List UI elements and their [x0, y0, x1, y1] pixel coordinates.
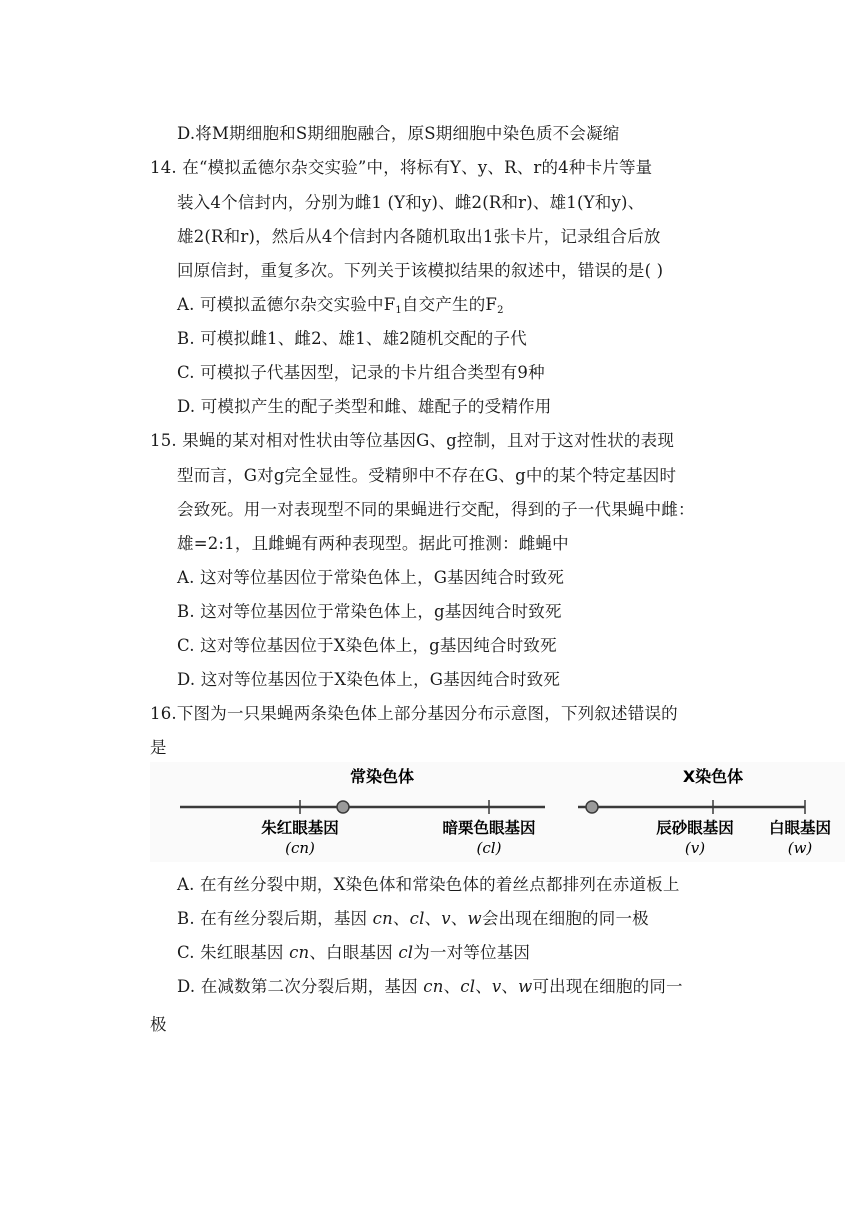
q15-option-a: A. 这对等位基因位于常染色体上，G基因纯合时致死: [177, 568, 565, 587]
q15-option-c: C. 这对等位基因位于X染色体上，g基因纯合时致死: [177, 636, 557, 655]
q16-stem-line-1: 16.下图为一只果蝇两条染色体上部分基因分布示意图，下列叙述错误的: [150, 704, 678, 723]
x-centromere: [586, 801, 598, 813]
gene-symbol-v: (v): [684, 839, 706, 857]
autosome-title: 常染色体: [349, 767, 415, 786]
q14-option-d: D. 可模拟产生的配子类型和雌、雄配子的受精作用: [177, 397, 552, 416]
gene-label-cn: 朱红眼基因: [261, 819, 339, 837]
q14-option-b: B. 可模拟雌1、雌2、雄1、雄2随机交配的子代: [177, 329, 527, 348]
q15-option-b: B. 这对等位基因位于常染色体上，g基因纯合时致死: [177, 602, 562, 621]
q14-stem-line-2: 装入4个信封内，分别为雌1 (Y和y)、雌2(R和r)、雄1(Y和y)、: [177, 193, 645, 212]
gene-symbol-w: (w): [787, 839, 813, 857]
q15-stem-line-2: 型而言，G对g完全显性。受精卵中不存在G、g中的某个特定基因时: [177, 466, 677, 485]
gene-label-cl: 暗栗色眼基因: [442, 819, 536, 837]
q16-option-d-wrap: 极: [150, 1015, 167, 1034]
q14-stem-line-1: 14. 在“模拟孟德尔杂交实验”中，将标有Y、y、R、r的4种卡片等量: [150, 158, 653, 177]
q16-stem-line-2: 是: [150, 738, 167, 757]
gene-symbol-cl: (cl): [476, 839, 502, 857]
q16-option-a: A. 在有丝分裂中期，X染色体和常染色体的着丝点都排列在赤道板上: [177, 875, 680, 894]
q13-option-d: D.将M期细胞和S期细胞融合，原S期细胞中染色质不会凝缩: [177, 124, 620, 143]
gene-label-v: 辰砂眼基因: [656, 819, 734, 837]
q14-stem-line-3: 雄2(R和r)，然后从4个信封内各随机取出1张卡片，记录组合后放: [177, 227, 661, 246]
chromosome-gene-diagram: [150, 762, 845, 862]
q15-stem-line-4: 雄=2:1，且雌蝇有两种表现型。据此可推测：雌蝇中: [177, 534, 569, 553]
q15-stem-line-1: 15. 果蝇的某对相对性状由等位基因G、g控制，且对于这对性状的表现: [150, 431, 675, 450]
q15-stem-line-3: 会致死。用一对表现型不同的果蝇进行交配，得到的子一代果蝇中雌：: [177, 500, 695, 519]
q16-option-d: D. 在减数第二次分裂后期，基因 cn、cl、v、w可出现在细胞的同一: [177, 977, 683, 996]
q14-stem-line-4: 回原信封，重复多次。下列关于该模拟结果的叙述中，错误的是( ): [177, 261, 664, 280]
x-chromosome-title: X染色体: [682, 767, 744, 786]
gene-symbol-cn: (cn): [285, 839, 315, 857]
q16-option-c: C. 朱红眼基因 cn、白眼基因 cl为一对等位基因: [177, 943, 531, 962]
q16-option-b: B. 在有丝分裂后期，基因 cn、cl、v、w会出现在细胞的同一极: [177, 909, 649, 928]
autosome-centromere: [337, 801, 349, 813]
gene-label-w: 白眼基因: [768, 819, 832, 837]
q14-option-a: A. 可模拟孟德尔杂交实验中$F_1$自交产生的$F_2$: [177, 295, 504, 316]
q14-option-c: C. 可模拟子代基因型，记录的卡片组合类型有9种: [177, 363, 545, 382]
q15-option-d: D. 这对等位基因位于X染色体上，G基因纯合时致死: [177, 670, 561, 689]
